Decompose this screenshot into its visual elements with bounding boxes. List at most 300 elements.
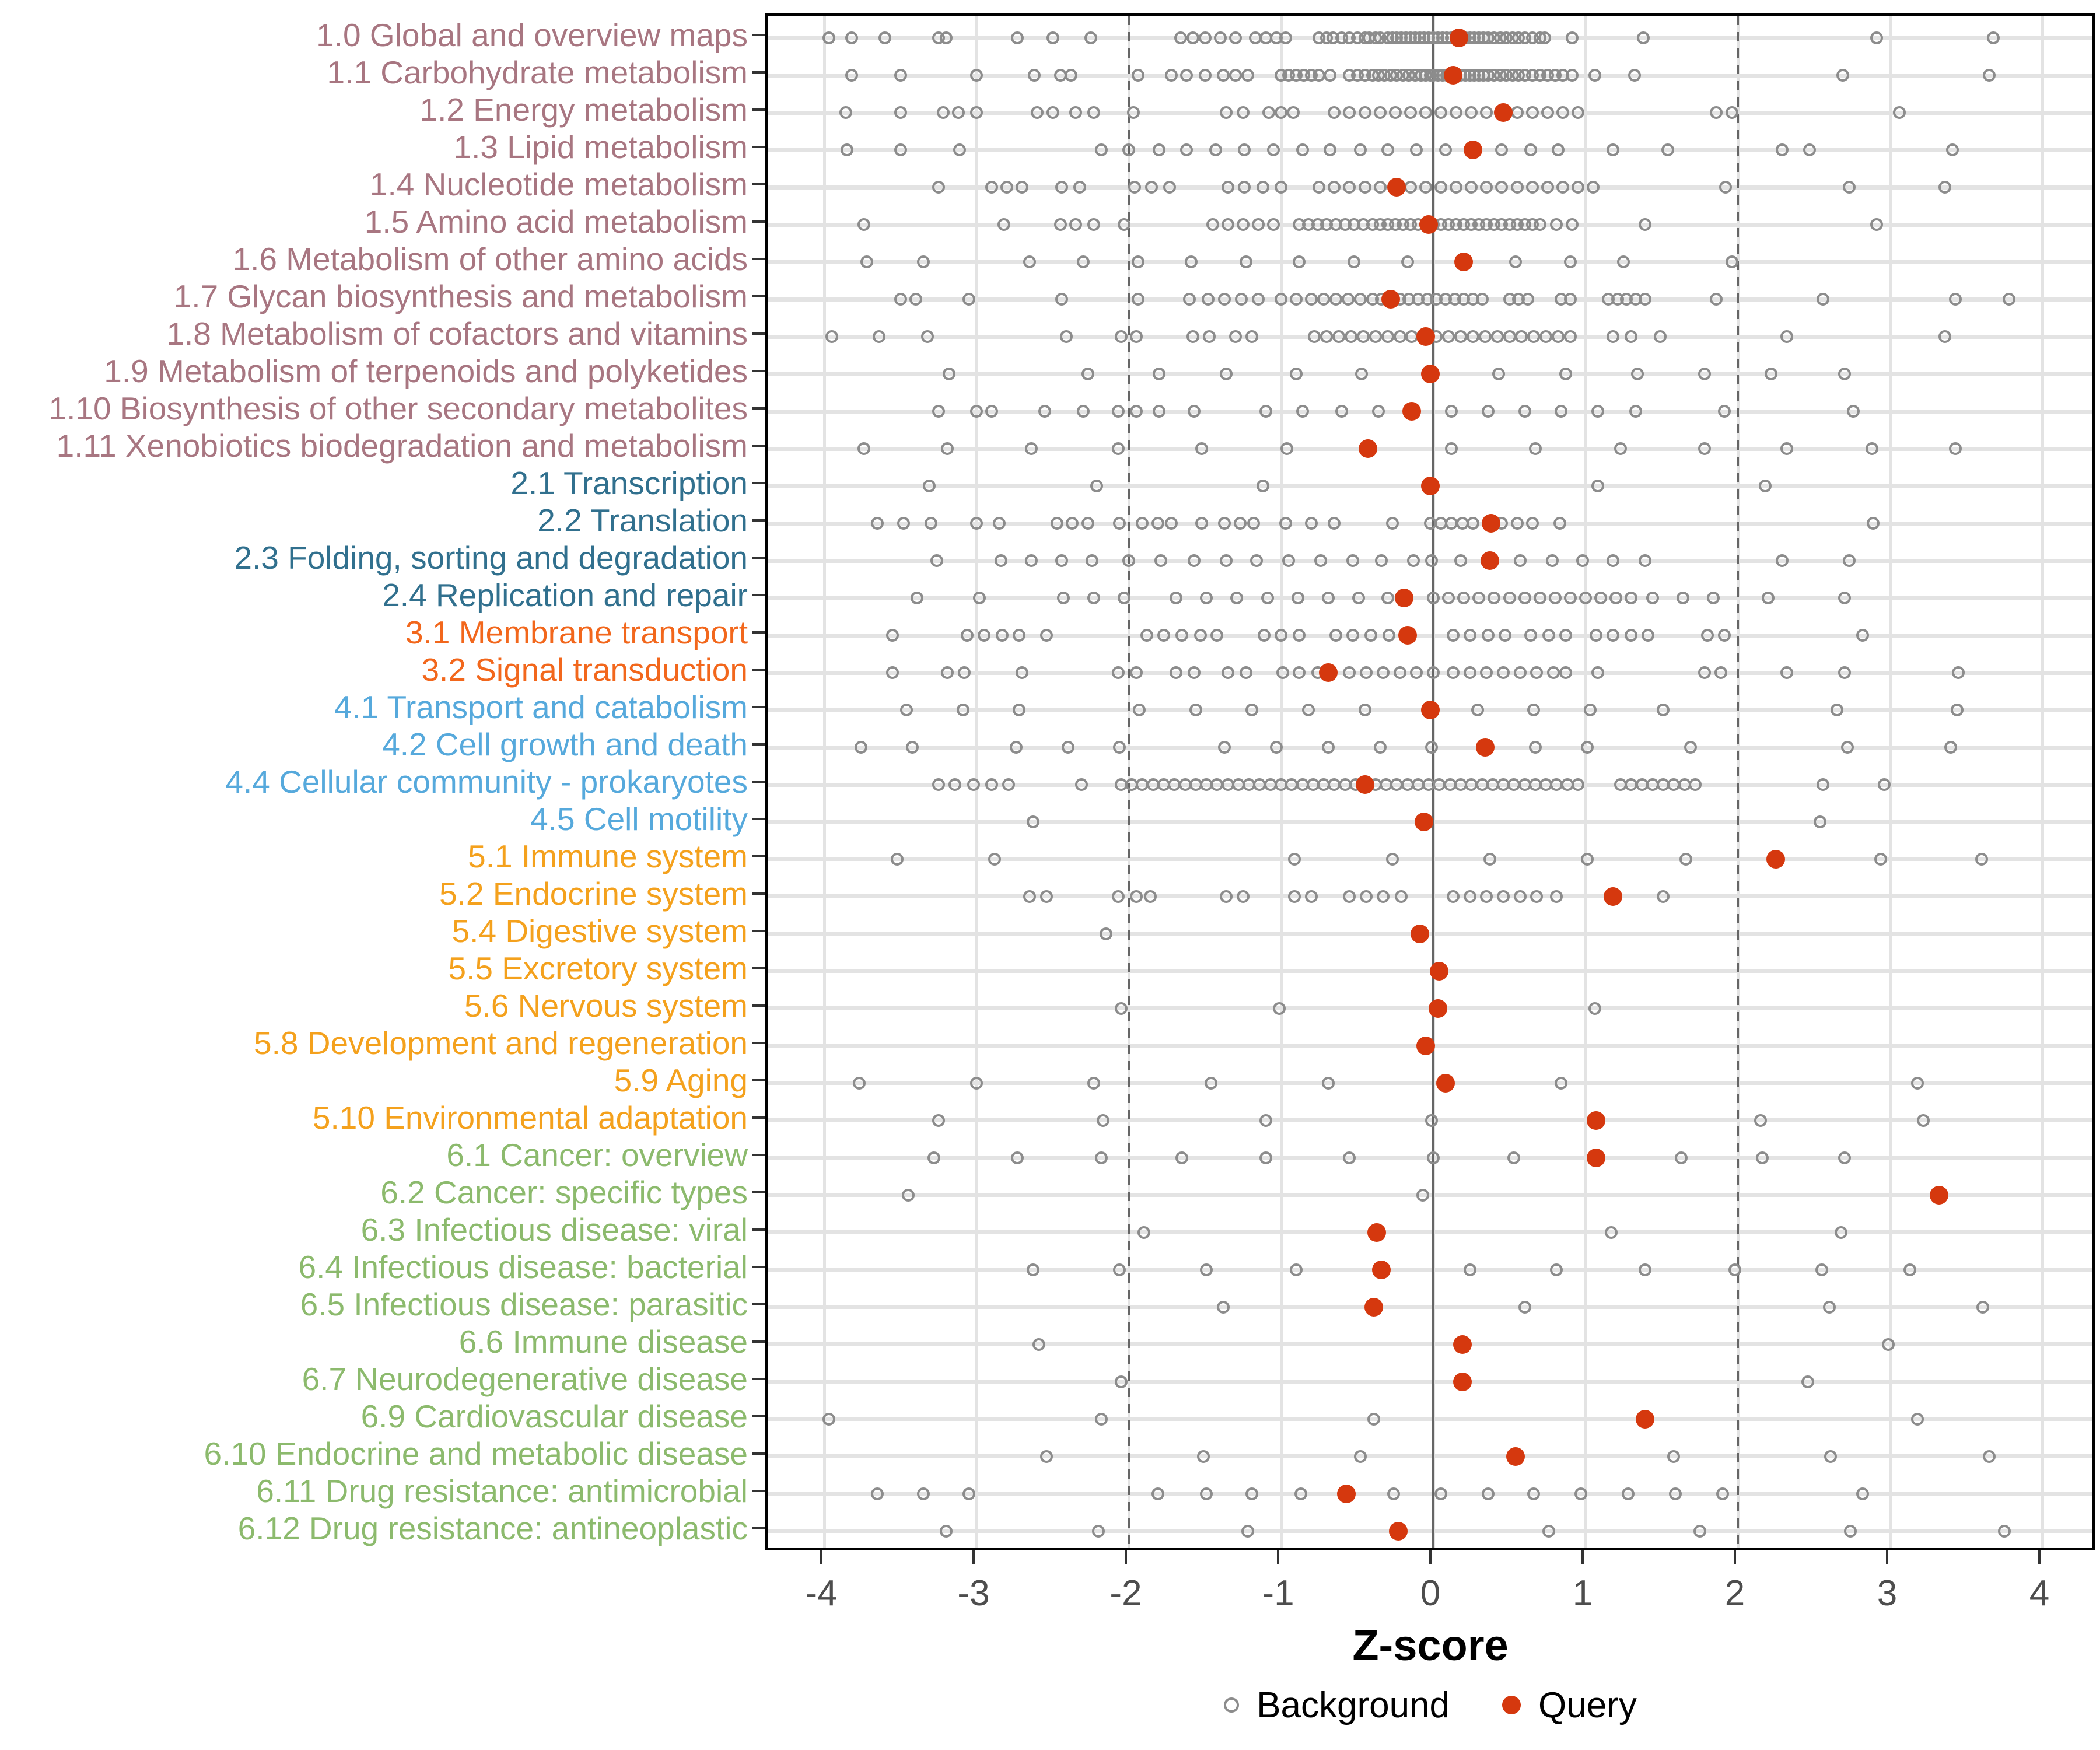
background-point — [1055, 293, 1068, 306]
legend-background-swatch-icon — [1224, 1698, 1239, 1713]
y-axis-tick — [752, 370, 765, 372]
background-point — [1442, 330, 1455, 343]
background-point — [1511, 517, 1524, 530]
background-point — [1354, 1450, 1367, 1463]
background-point — [1983, 69, 1996, 82]
background-point — [1946, 144, 1959, 156]
background-point — [1040, 629, 1053, 642]
y-axis-label: 5.4 Digestive system — [452, 912, 748, 949]
background-point — [1188, 666, 1200, 679]
y-axis-label: 4.1 Transport and catabolism — [334, 689, 748, 726]
background-point — [1606, 554, 1619, 567]
background-point — [1541, 181, 1554, 194]
y-axis-label: 5.2 Endocrine system — [439, 875, 748, 912]
background-point — [1386, 517, 1399, 530]
y-axis-tick — [752, 780, 765, 783]
query-point — [1381, 290, 1400, 309]
background-point — [1514, 666, 1527, 679]
background-point — [941, 442, 954, 455]
background-point — [1186, 330, 1199, 343]
background-point — [1229, 330, 1242, 343]
background-point — [1343, 106, 1356, 119]
y-axis-tick — [752, 220, 765, 223]
background-point — [1296, 144, 1309, 156]
background-point — [1032, 1338, 1045, 1351]
query-point — [1429, 999, 1447, 1018]
background-point — [1911, 1413, 1924, 1426]
y-axis-label: 2.2 Translation — [537, 502, 748, 539]
background-point — [1013, 629, 1026, 642]
background-point — [1369, 330, 1382, 343]
background-point — [1220, 368, 1233, 380]
query-point — [1464, 141, 1482, 159]
background-point — [1222, 666, 1234, 679]
background-point — [1222, 218, 1234, 231]
background-point — [1241, 1525, 1254, 1538]
background-point — [1425, 1114, 1438, 1127]
background-point — [1407, 554, 1420, 567]
background-point — [1553, 517, 1566, 530]
y-axis-tick — [752, 1303, 765, 1306]
background-point — [1457, 592, 1470, 604]
background-point — [1261, 592, 1274, 604]
background-point — [1095, 1413, 1108, 1426]
background-point — [1526, 517, 1539, 530]
background-point — [1524, 144, 1537, 156]
vertical-gridline — [823, 16, 826, 1548]
background-point — [1247, 517, 1260, 530]
background-point — [1252, 218, 1265, 231]
background-point — [1491, 330, 1504, 343]
background-point — [1949, 442, 1962, 455]
y-axis-tick — [752, 1378, 765, 1380]
background-point — [1542, 629, 1555, 642]
background-point — [1195, 517, 1208, 530]
background-point — [996, 629, 1009, 642]
background-point — [1831, 704, 1843, 716]
background-point — [1343, 666, 1356, 679]
x-axis-tick-label: 4 — [2029, 1573, 2050, 1614]
background-point — [1541, 106, 1554, 119]
background-point — [1526, 106, 1539, 119]
background-point — [860, 256, 873, 268]
background-point — [1238, 144, 1251, 156]
background-point — [1547, 666, 1560, 679]
y-axis-label: 6.1 Cancer: overview — [446, 1136, 748, 1173]
y-axis-tick — [752, 1527, 765, 1530]
y-axis-label: 6.10 Endocrine and metabolic disease — [204, 1435, 748, 1472]
background-point — [1335, 405, 1348, 418]
background-point — [988, 853, 1001, 866]
background-point — [1328, 181, 1340, 194]
background-point — [1550, 890, 1563, 903]
background-point — [1066, 517, 1079, 530]
background-point — [871, 1488, 884, 1500]
background-point — [1642, 629, 1654, 642]
background-point — [1328, 106, 1340, 119]
background-point — [909, 293, 922, 306]
background-point — [940, 1525, 953, 1538]
background-point — [1465, 181, 1478, 194]
background-point — [1866, 442, 1878, 455]
background-point — [1220, 890, 1233, 903]
y-axis-label: 5.6 Nervous system — [464, 987, 748, 1024]
background-point — [1466, 517, 1479, 530]
background-point — [1217, 1301, 1230, 1314]
background-point — [1267, 218, 1280, 231]
background-point — [1410, 144, 1423, 156]
background-point — [1275, 181, 1287, 194]
background-point — [1069, 218, 1082, 231]
background-point — [1546, 554, 1559, 567]
background-point — [1639, 293, 1651, 306]
background-point — [1572, 106, 1584, 119]
background-point — [1132, 293, 1144, 306]
background-point — [1290, 368, 1303, 380]
background-point — [1210, 629, 1223, 642]
background-point — [1814, 816, 1826, 828]
y-axis-label: 6.9 Cardiovascular disease — [360, 1398, 748, 1434]
background-point — [1229, 69, 1242, 82]
background-point — [1359, 106, 1371, 119]
background-point — [1427, 592, 1440, 604]
background-point — [1314, 554, 1327, 567]
y-axis-tick — [752, 1042, 765, 1044]
background-point — [1499, 629, 1511, 642]
query-point — [1636, 1410, 1654, 1429]
background-point — [1903, 1264, 1916, 1276]
background-point — [1302, 704, 1315, 716]
y-axis-tick — [752, 1228, 765, 1231]
background-point — [1878, 778, 1891, 791]
background-point — [1188, 554, 1200, 567]
background-point — [1113, 741, 1126, 754]
background-point — [1394, 330, 1406, 343]
y-axis-label: 1.6 Metabolism of other amino acids — [232, 241, 748, 278]
background-point — [1031, 106, 1044, 119]
query-point — [1421, 365, 1440, 383]
background-point — [1276, 666, 1289, 679]
background-point — [1237, 890, 1250, 903]
query-point — [1454, 253, 1473, 271]
background-point — [1454, 554, 1467, 567]
background-point — [1240, 256, 1252, 268]
background-point — [1280, 442, 1293, 455]
background-point — [1199, 69, 1212, 82]
horizontal-gridline — [768, 260, 2092, 264]
background-point — [1375, 554, 1388, 567]
y-axis-tick — [752, 1490, 765, 1492]
background-point — [1194, 629, 1207, 642]
query-point — [1430, 962, 1448, 981]
background-point — [928, 1152, 940, 1164]
x-axis-tick — [1581, 1550, 1584, 1564]
background-point — [1133, 704, 1146, 716]
y-axis-label: 6.3 Infectious disease: viral — [360, 1211, 748, 1248]
y-axis-tick — [752, 183, 765, 186]
background-point — [1893, 106, 1906, 119]
background-point — [1976, 1301, 1989, 1314]
background-point — [1279, 32, 1292, 44]
query-point — [1389, 1522, 1408, 1541]
background-point — [1343, 890, 1356, 903]
y-axis-tick — [752, 519, 765, 522]
background-point — [1174, 32, 1187, 44]
background-point — [1115, 1002, 1128, 1015]
background-point — [1367, 1413, 1380, 1426]
background-point — [1576, 554, 1589, 567]
background-point — [1479, 330, 1492, 343]
background-point — [1077, 405, 1090, 418]
query-point — [1356, 775, 1374, 794]
x-axis-tick-label: -3 — [957, 1573, 990, 1614]
query-point — [1364, 1298, 1383, 1317]
background-point — [1132, 69, 1144, 82]
background-point — [1975, 853, 1988, 866]
background-point — [1352, 592, 1365, 604]
background-point — [1144, 890, 1157, 903]
background-point — [1817, 778, 1829, 791]
background-point — [1060, 330, 1073, 343]
background-point — [1153, 405, 1166, 418]
background-point — [1870, 32, 1883, 44]
background-point — [1013, 704, 1026, 716]
y-axis-tick — [752, 1116, 765, 1119]
background-point — [1238, 181, 1251, 194]
query-point — [1444, 66, 1462, 85]
background-point — [855, 741, 867, 754]
background-point — [967, 778, 980, 791]
background-point — [900, 704, 913, 716]
background-point — [1364, 629, 1377, 642]
x-axis-tick-label: -1 — [1262, 1573, 1294, 1614]
background-point — [1657, 890, 1670, 903]
background-point — [1222, 181, 1234, 194]
background-point — [1259, 405, 1272, 418]
horizontal-gridline — [768, 857, 2092, 861]
background-point — [1952, 666, 1965, 679]
background-point — [1130, 890, 1143, 903]
y-axis-label: 1.1 Carbohydrate metabolism — [327, 54, 748, 91]
y-axis-tick — [752, 855, 765, 858]
reference-line-dashed — [1737, 16, 1739, 1548]
background-point — [1625, 592, 1637, 604]
background-point — [1355, 368, 1368, 380]
background-point — [1676, 592, 1689, 604]
background-point — [1027, 1264, 1040, 1276]
background-point — [1153, 368, 1166, 380]
background-point — [1542, 1525, 1555, 1538]
background-point — [1290, 293, 1303, 306]
background-point — [1130, 666, 1143, 679]
background-point — [1115, 330, 1128, 343]
background-point — [1112, 442, 1125, 455]
background-point — [1386, 853, 1399, 866]
background-point — [1343, 181, 1356, 194]
background-point — [1095, 144, 1108, 156]
background-point — [1188, 405, 1200, 418]
background-point — [873, 330, 886, 343]
background-point — [1000, 181, 1013, 194]
background-point — [1084, 32, 1097, 44]
background-point — [1092, 1525, 1105, 1538]
background-point — [1229, 32, 1242, 44]
background-point — [1552, 144, 1564, 156]
background-point — [1574, 1488, 1587, 1500]
background-point — [845, 69, 858, 82]
background-point — [1843, 554, 1856, 567]
y-axis-tick — [752, 258, 765, 260]
background-point — [1762, 592, 1774, 604]
background-point — [894, 106, 907, 119]
query-point — [1482, 514, 1500, 533]
background-point — [1404, 106, 1417, 119]
background-point — [1483, 853, 1496, 866]
background-point — [1464, 890, 1476, 903]
background-point — [1165, 69, 1178, 82]
y-axis-label: 6.6 Immune disease — [459, 1323, 748, 1360]
background-point — [1466, 330, 1479, 343]
background-point — [906, 741, 919, 754]
y-axis-label: 1.2 Energy metabolism — [419, 92, 748, 128]
background-point — [1220, 554, 1233, 567]
y-axis-tick — [752, 706, 765, 708]
background-point — [1046, 106, 1059, 119]
background-point — [937, 106, 950, 119]
x-axis-title: Z-score — [1352, 1621, 1508, 1670]
background-point — [1028, 69, 1041, 82]
query-point — [1387, 178, 1406, 197]
background-point — [1841, 741, 1854, 754]
background-point — [1555, 1077, 1567, 1090]
query-point — [1421, 477, 1440, 495]
y-axis-tick — [752, 332, 765, 335]
x-axis-tick-label: 1 — [1572, 1573, 1593, 1614]
background-point — [1410, 666, 1423, 679]
background-point — [1707, 592, 1720, 604]
background-point — [1625, 330, 1637, 343]
y-axis-label: 3.2 Signal transduction — [421, 652, 748, 688]
background-point — [1040, 1450, 1053, 1463]
background-point — [1128, 181, 1141, 194]
background-point — [1317, 293, 1330, 306]
y-axis-tick — [752, 967, 765, 970]
background-point — [1639, 554, 1651, 567]
background-point — [1566, 32, 1578, 44]
background-point — [1046, 32, 1059, 44]
background-point — [1305, 293, 1318, 306]
background-point — [1090, 480, 1103, 492]
background-point — [998, 218, 1010, 231]
background-point — [1637, 32, 1650, 44]
background-point — [1122, 144, 1135, 156]
background-point — [1776, 144, 1788, 156]
background-point — [1262, 106, 1275, 119]
background-point — [1480, 890, 1493, 903]
background-point — [1359, 704, 1371, 716]
background-point — [1312, 181, 1325, 194]
query-point — [1453, 1373, 1472, 1391]
background-point — [1823, 1301, 1836, 1314]
background-point — [970, 69, 983, 82]
background-point — [878, 32, 891, 44]
background-point — [1518, 592, 1531, 604]
background-point — [1684, 741, 1697, 754]
background-point — [1675, 1152, 1688, 1164]
y-axis-tick — [752, 1154, 765, 1156]
background-point — [1801, 1376, 1814, 1388]
y-axis-tick — [752, 631, 765, 634]
background-point — [1180, 144, 1193, 156]
y-axis-label: 5.1 Immune system — [468, 838, 748, 874]
background-point — [894, 293, 907, 306]
y-axis-label: 5.8 Development and regeneration — [254, 1024, 748, 1061]
background-point — [1097, 1114, 1110, 1127]
background-point — [1324, 69, 1336, 82]
background-point — [1698, 368, 1711, 380]
background-point — [1614, 442, 1627, 455]
y-axis-tick — [752, 444, 765, 447]
background-point — [1275, 106, 1287, 119]
background-point — [1343, 1152, 1356, 1164]
y-axis-label: 5.5 Excretory system — [448, 950, 748, 986]
background-point — [1530, 890, 1543, 903]
y-axis-label: 4.2 Cell growth and death — [382, 726, 748, 763]
background-point — [1197, 1450, 1210, 1463]
background-point — [1170, 666, 1182, 679]
background-point — [1464, 1264, 1476, 1276]
background-point — [1073, 181, 1086, 194]
background-point — [1270, 741, 1283, 754]
y-axis-tick — [752, 482, 765, 484]
background-point — [1874, 853, 1887, 866]
background-point — [822, 1413, 835, 1426]
background-point — [1332, 330, 1345, 343]
background-point — [1527, 330, 1540, 343]
background-point — [1382, 629, 1395, 642]
legend-query-swatch-icon — [1502, 1696, 1521, 1714]
background-point — [1118, 218, 1130, 231]
background-point — [1416, 1189, 1429, 1202]
background-point — [1206, 218, 1219, 231]
y-axis-label: 2.4 Replication and repair — [382, 577, 748, 614]
background-point — [1559, 666, 1572, 679]
background-point — [1564, 330, 1577, 343]
background-point — [957, 704, 970, 716]
legend-query-label: Query — [1538, 1685, 1637, 1726]
background-point — [1609, 592, 1622, 604]
background-point — [1482, 629, 1494, 642]
background-point — [1550, 1264, 1563, 1276]
background-point — [1710, 106, 1723, 119]
y-axis-label: 6.5 Infectious disease: parasitic — [300, 1286, 748, 1322]
background-point — [1594, 592, 1607, 604]
background-point — [1495, 181, 1508, 194]
background-point — [1127, 106, 1140, 119]
background-point — [1756, 1152, 1769, 1164]
background-point — [1701, 629, 1714, 642]
y-axis-label: 2.1 Transcription — [510, 465, 748, 502]
y-axis-label: 1.9 Metabolism of terpenoids and polyketides — [104, 353, 748, 390]
background-point — [963, 1488, 975, 1500]
y-axis-label: 1.8 Metabolism of cofactors and vitamins — [166, 316, 748, 352]
background-point — [1529, 442, 1542, 455]
background-point — [1518, 405, 1531, 418]
background-point — [1002, 778, 1015, 791]
y-axis-label: 6.7 Neurodegenerative disease — [302, 1360, 748, 1397]
background-point — [1122, 554, 1135, 567]
background-point — [1374, 741, 1387, 754]
